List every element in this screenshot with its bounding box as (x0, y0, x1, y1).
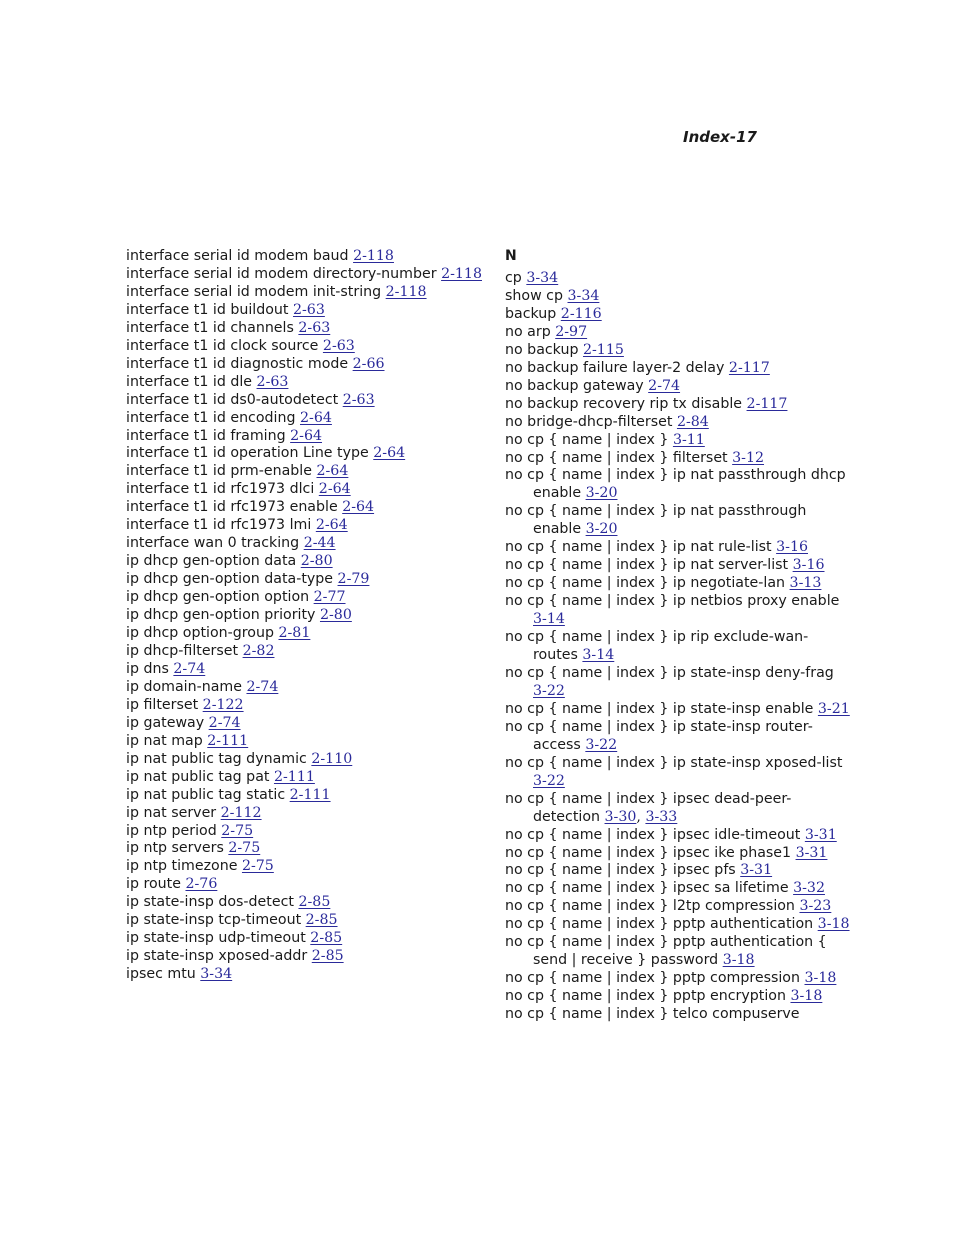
page-reference-link[interactable]: 3-30 (604, 808, 637, 825)
index-term: show cp (505, 287, 563, 304)
page-reference-link[interactable]: 2-64 (300, 409, 332, 426)
index-term: interface wan 0 tracking (126, 535, 300, 552)
index-term: interface serial id modem directory-number (126, 265, 437, 282)
index-term: no cp { name | index } ip nat passthrough dhcp enable (505, 467, 846, 502)
index-term: interface t1 id prm-enable (126, 463, 312, 480)
page-reference-link[interactable]: 2-64 (290, 427, 323, 444)
index-term: interface t1 id rfc1973 lmi (126, 517, 312, 534)
index-term: ip domain-name (126, 678, 242, 695)
index-term: interface serial id modem init-string (126, 283, 382, 300)
index-term: ip nat server (126, 804, 217, 821)
page-reference-link[interactable]: 2-64 (373, 445, 406, 462)
page-reference-link[interactable]: 2-80 (300, 553, 333, 570)
page-reference-link[interactable]: 2-79 (337, 571, 370, 588)
index-entry (126, 410, 486, 428)
page-reference-link[interactable]: 2-85 (305, 912, 338, 929)
page-reference-link[interactable]: 2-82 (242, 642, 275, 659)
index-term: ip nat map (126, 732, 203, 749)
index-term: no cp { name | index } ipsec sa lifetime (505, 880, 789, 897)
page-reference-link[interactable]: 3-14 (582, 647, 615, 664)
index-term: ip dns (126, 660, 169, 677)
index-term: ip ntp period (126, 822, 217, 839)
page-reference-link[interactable]: 3-21 (817, 700, 850, 717)
index-term: cp (505, 270, 522, 286)
index-term: no bridge-dhcp-filterset (505, 413, 673, 430)
index-term: no cp { name | index } ip state-insp xposed-list (505, 754, 843, 771)
page-reference-link[interactable]: 2-115 (582, 341, 624, 358)
page-reference-link[interactable]: 2-111 (273, 768, 315, 785)
index-entry (505, 360, 850, 378)
index-term: interface t1 id ds0-autodetect (126, 391, 339, 408)
index-term: backup (505, 305, 557, 322)
page-reference-link[interactable]: 2-112 (220, 804, 262, 821)
index-entry (505, 827, 850, 845)
index-entry (126, 463, 486, 481)
page-reference-link[interactable]: 2-76 (185, 876, 218, 893)
page-reference-link[interactable]: 2-74 (648, 377, 681, 394)
index-entry (126, 751, 486, 769)
page-reference-link[interactable]: 2-66 (352, 355, 385, 372)
index-term: no cp { name | index } ipsec idle-timeout (505, 826, 801, 843)
index-entry (505, 306, 850, 324)
index-term: interface t1 id rfc1973 dlci (126, 481, 315, 498)
index-entry (126, 823, 486, 841)
page-reference-link[interactable]: 3-34 (200, 966, 233, 983)
index-entry (505, 324, 850, 342)
index-entry (505, 755, 850, 791)
index-entry (505, 593, 850, 629)
index-entry (126, 625, 486, 643)
index-term: no cp { name | index } l2tp compression (505, 898, 795, 915)
page-reference-link[interactable]: 3-32 (793, 880, 825, 897)
page-reference-link[interactable]: 3-22 (533, 682, 565, 699)
index-entry (505, 719, 850, 755)
page-reference-link[interactable]: 2-74 (173, 660, 206, 677)
page-reference-link[interactable]: 3-20 (585, 521, 618, 538)
index-entry (126, 715, 486, 733)
index-entry (126, 428, 486, 446)
index-entry (126, 535, 486, 553)
index-term: ip gateway (126, 714, 205, 731)
page-reference-link[interactable]: 3-11 (672, 431, 705, 448)
index-entry (126, 661, 486, 679)
index-term: ip route (126, 876, 181, 893)
index-entry (126, 607, 486, 625)
page-reference-link[interactable]: 3-22 (585, 736, 618, 753)
index-entry (505, 342, 850, 360)
page-reference-link[interactable]: 2-63 (292, 301, 325, 318)
index-entry (505, 557, 850, 575)
page-reference-link[interactable]: 2-81 (278, 625, 311, 642)
index-term: no cp { name | index } pptp compression (505, 970, 800, 987)
page-reference-link[interactable]: 3-31 (795, 844, 828, 861)
index-term: no cp { name | index } ip nat passthrough enable (505, 503, 807, 538)
index-term: ip state-insp tcp-timeout (126, 912, 302, 929)
index-entry (126, 356, 486, 374)
page-reference-link[interactable]: 2-118 (353, 248, 394, 264)
index-entry (505, 934, 850, 970)
index-term: no cp { name | index } pptp authentication (505, 916, 814, 933)
index-term: ip ntp servers (126, 840, 224, 857)
index-entry (126, 392, 486, 410)
index-entry (126, 912, 486, 930)
index-term: interface t1 id encoding (126, 409, 296, 426)
index-term: ip dhcp gen-option data-type (126, 571, 334, 588)
page-reference-link[interactable]: 3-16 (776, 539, 808, 556)
index-term: ip dhcp option-group (126, 625, 274, 642)
index-term: no cp { name | index } ipsec pfs (505, 862, 736, 879)
page-reference-link[interactable]: 3-12 (732, 449, 765, 466)
page-reference-link[interactable]: 2-64 (342, 499, 375, 516)
index-term: no cp { name | index } ip nat server-list (505, 557, 789, 574)
page-reference-link[interactable]: 3-14 (533, 611, 565, 628)
index-term: no cp { name | index } pptp encryption (505, 988, 786, 1005)
index-term: ip nat public tag pat (126, 768, 270, 785)
index-term: no backup gateway (505, 377, 644, 394)
index-term: no cp { name | index } ip state-insp router-access (505, 718, 813, 753)
index-entry (126, 248, 486, 266)
page-reference-link[interactable]: 3-31 (804, 826, 837, 843)
index-entry (126, 499, 486, 517)
index-term: interface t1 id framing (126, 427, 286, 444)
page-reference-link[interactable]: 2-77 (313, 589, 346, 606)
index-entry (505, 970, 850, 988)
index-entry (505, 665, 850, 701)
page-reference-link[interactable]: 3-33 (645, 808, 678, 825)
index-entry (126, 858, 486, 876)
index-term: ip dhcp gen-option priority (126, 607, 316, 624)
page-reference-link[interactable]: 2-111 (207, 732, 249, 749)
index-term: interface serial id modem baud (126, 248, 349, 264)
index-entry (505, 988, 850, 1006)
index-term: no cp { name | index } ipsec ike phase1 (505, 844, 792, 861)
page-reference-link[interactable]: 2-118 (385, 283, 427, 300)
page-reference-link[interactable]: 3-13 (789, 575, 822, 592)
index-entry (126, 769, 486, 787)
index-entry (126, 643, 486, 661)
index-entry (505, 862, 850, 880)
index-entry (505, 467, 850, 503)
index-term: no cp { name | index } ip nat rule-list (505, 539, 772, 556)
page-reference-link[interactable]: 3-18 (722, 952, 755, 969)
index-term: no cp { name | index } ip state-insp enable (505, 700, 814, 717)
index-entry (505, 288, 850, 306)
index-term: no cp { name | index } ip netbios proxy enable (505, 593, 840, 610)
index-entry (505, 1006, 850, 1024)
index-term: no cp { name | index } pptp authentication { send | receive } password (505, 934, 827, 969)
index-entry (505, 791, 850, 827)
index-term: no cp { name | index } filterset (505, 449, 728, 466)
page-reference-link[interactable]: 3-18 (804, 970, 837, 987)
index-entry (126, 374, 486, 392)
page-reference-link[interactable]: 3-18 (817, 916, 850, 933)
index-term: ip dhcp-filterset (126, 642, 239, 659)
index-entry (505, 432, 850, 450)
index-term: ip nat public tag static (126, 786, 286, 803)
index-term: ip nat public tag dynamic (126, 750, 307, 767)
index-term: ip dhcp gen-option data (126, 553, 297, 570)
index-term: no cp { name | index } ip negotiate-lan (505, 575, 786, 592)
page-reference-link[interactable]: 2-75 (241, 858, 274, 875)
page-reference-link[interactable]: 2-84 (676, 413, 709, 430)
page-reference-link[interactable]: 3-22 (533, 772, 565, 789)
index-entry (126, 320, 486, 338)
section-letter-n: N (505, 248, 517, 264)
index-term: no cp { name | index } ip rip exclude-wan-routes (505, 629, 809, 664)
index-term: ipsec mtu (126, 966, 196, 983)
page-reference-link[interactable]: 2-122 (202, 696, 244, 713)
index-entry (505, 503, 850, 539)
index-entry (126, 894, 486, 912)
page-reference-link[interactable]: 2-85 (311, 948, 344, 965)
index-entry (126, 445, 486, 463)
page-reference-link[interactable]: 2-111 (289, 786, 331, 803)
page-reference-link[interactable]: 3-31 (740, 862, 773, 879)
index-term: no cp { name | index } (505, 431, 669, 448)
page-number-header: Index-17 (683, 128, 757, 146)
index-entry (126, 966, 486, 984)
index-entry (126, 571, 486, 589)
index-entry-list (505, 270, 850, 1024)
page-reference-link[interactable]: 2-117 (746, 395, 788, 412)
index-entry (126, 787, 486, 805)
index-entry (505, 575, 850, 593)
index-entry (505, 916, 850, 934)
index-column-right (505, 248, 850, 1024)
page-reference-link[interactable]: 2-44 (303, 535, 336, 552)
page-reference-link[interactable]: 2-75 (228, 840, 261, 857)
index-entry (505, 701, 850, 719)
index-term: no cp { name | index } telco compuserve (505, 1006, 800, 1023)
page-reference-link[interactable]: 2-80 (319, 607, 352, 624)
index-entry (505, 880, 850, 898)
page-reference-link[interactable]: 2-110 (311, 750, 353, 767)
page-reference-link[interactable]: 2-63 (298, 319, 331, 336)
index-entry (126, 517, 486, 535)
index-entry (126, 679, 486, 697)
index-entry (505, 450, 850, 468)
index-entry (505, 396, 850, 414)
page-reference-link[interactable]: 2-75 (221, 822, 254, 839)
page-reference-link[interactable]: 2-64 (316, 463, 349, 480)
index-term: interface t1 id channels (126, 319, 294, 336)
index-term: ip ntp timezone (126, 858, 238, 875)
index-term: interface t1 id operation Line type (126, 445, 369, 462)
index-entry (126, 930, 486, 948)
page-reference-link[interactable]: 3-20 (585, 485, 618, 502)
page-reference-link[interactable]: 2-63 (256, 373, 289, 390)
page-reference-link[interactable]: 2-117 (728, 359, 770, 376)
page-reference-link[interactable]: 2-64 (318, 481, 351, 498)
page-reference-link[interactable]: 2-63 (322, 337, 355, 354)
index-term: interface t1 id dle (126, 373, 253, 390)
page-reference-link[interactable]: 2-85 (298, 894, 331, 911)
index-entry (126, 338, 486, 356)
index-entry (126, 876, 486, 894)
index-entry (126, 302, 486, 320)
index-term: ip filterset (126, 696, 199, 713)
ref-separator: , (636, 808, 646, 825)
page-reference-link[interactable]: 2-74 (208, 714, 241, 731)
index-entry (126, 805, 486, 823)
page-reference-link[interactable]: 3-34 (567, 287, 600, 304)
page-reference-link[interactable]: 2-63 (342, 391, 375, 408)
page-reference-link[interactable]: 2-64 (315, 517, 348, 534)
index-entry (505, 414, 850, 432)
index-entry (505, 629, 850, 665)
index-term: ip dhcp gen-option option (126, 589, 310, 606)
index-entry (126, 266, 486, 284)
page-reference-link[interactable]: 3-18 (790, 988, 823, 1005)
index-term: no cp { name | index } ipsec dead-peer-detection (505, 790, 792, 825)
index-entry (126, 589, 486, 607)
page-reference-link[interactable]: 2-74 (246, 678, 279, 695)
index-entry (126, 948, 486, 966)
index-entry (505, 270, 850, 288)
index-term: ip state-insp xposed-addr (126, 948, 308, 965)
index-entry (505, 378, 850, 396)
index-entry (505, 898, 850, 916)
page-reference-link[interactable]: 2-116 (560, 305, 602, 322)
index-term: interface t1 id diagnostic mode (126, 355, 349, 372)
index-term: interface t1 id buildout (126, 301, 289, 318)
page-reference-link[interactable]: 3-16 (792, 557, 825, 574)
index-term: no cp { name | index } ip state-insp deny-frag (505, 664, 834, 681)
page-reference-link[interactable]: 2-118 (441, 265, 482, 282)
index-entry (126, 840, 486, 858)
index-term: ip state-insp dos-detect (126, 894, 294, 911)
index-term: interface t1 id rfc1973 enable (126, 499, 338, 516)
index-entry (505, 845, 850, 863)
index-term: no backup (505, 341, 579, 358)
page-reference-link[interactable]: 2-85 (310, 930, 343, 947)
index-entry (126, 733, 486, 751)
index-entry (126, 697, 486, 715)
page-reference-link[interactable]: 2-97 (555, 323, 588, 340)
index-term: no arp (505, 323, 551, 340)
index-term: ip state-insp udp-timeout (126, 930, 306, 947)
index-term: interface t1 id clock source (126, 337, 319, 354)
index-term: no backup recovery rip tx disable (505, 395, 743, 412)
index-term: no backup failure layer-2 delay (505, 359, 725, 376)
page-reference-link[interactable]: 3-23 (799, 898, 832, 915)
index-column-left (126, 248, 486, 984)
index-entry (126, 284, 486, 302)
index-entry (126, 553, 486, 571)
index-entry (505, 539, 850, 557)
index-entry (126, 481, 486, 499)
page-reference-link[interactable]: 3-34 (526, 270, 559, 286)
